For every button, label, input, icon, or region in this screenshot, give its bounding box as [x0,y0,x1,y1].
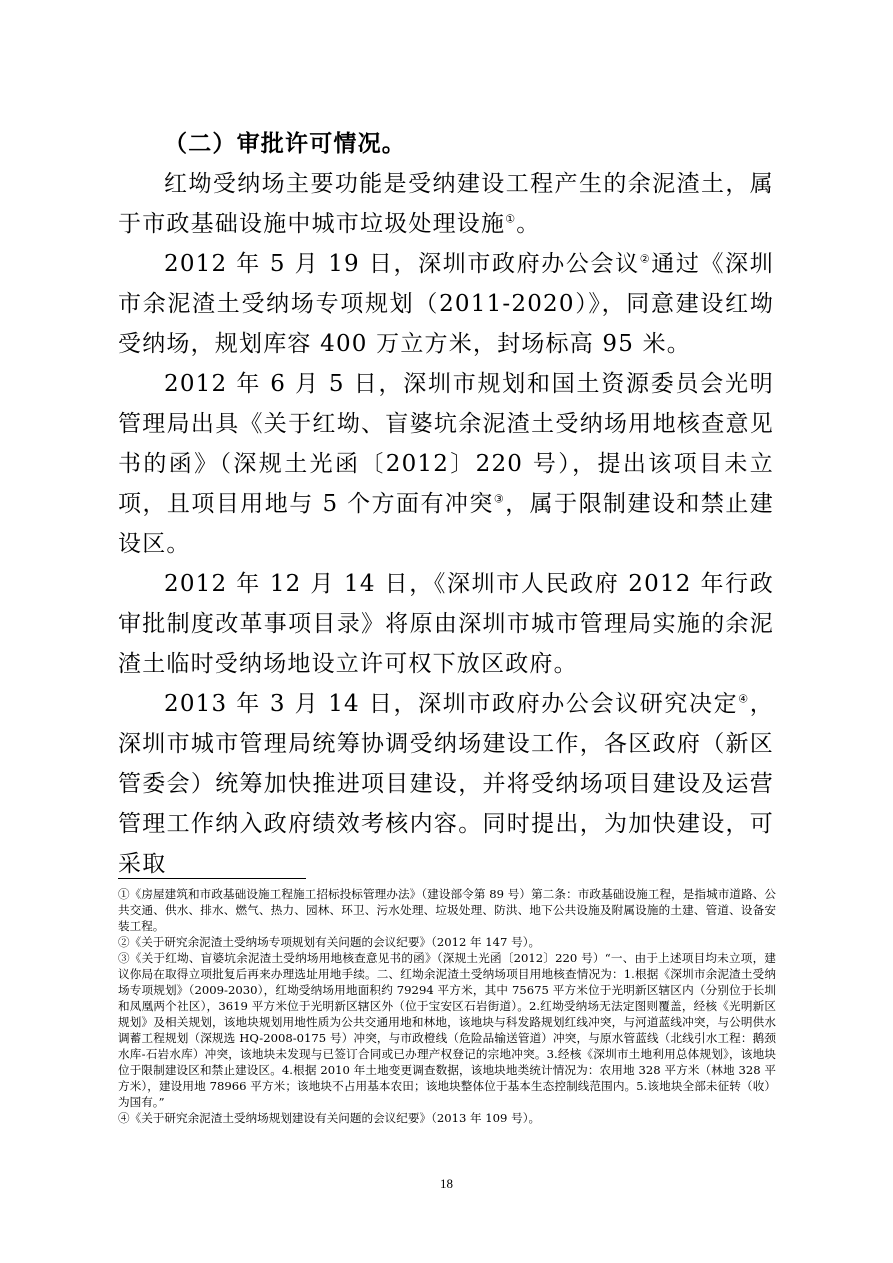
footnote-ref: ① [505,212,517,226]
paragraph-tail: 。 [516,211,541,237]
section-heading: （二）审批许可情况。 [164,130,406,157]
footnote-ref: ② [639,252,652,266]
paragraph [118,684,774,884]
footnotes [118,886,776,1126]
paragraph-text: 2012 年 5 月 19 日，深圳市政府办公会议 [164,251,640,277]
paragraph-tail: ，深圳市城市管理局统筹协调受纳场建设工作，各区政府（新区管委会）统筹加快推进项目建设，并将受纳场项目建设及运营管理工作纳入政府绩效考核内容。同时提出，为加快建设，可采取 [118,691,774,877]
paragraph-text: 红坳受纳场主要功能是受纳建设工程产生的余泥渣土，属于市政基础设施中城市垃圾处理设施 [118,171,774,237]
paragraph-text: 2012 年 6 月 5 日，深圳市规划和国土资源委员会光明管理局出具《关于红坳、盲婆坑余泥渣土受纳场用地核查意见书的函》（深规土光函〔2012〕220 号），提出该项目未立项，且项目用地与 5 个方面有冲突 [118,371,774,517]
paragraph [118,564,774,684]
paragraph [118,364,774,564]
footnote: ③《关于红坳、盲婆坑余泥渣土受纳场用地核查意见书的函》（深规土光函〔2012〕220 号）“一、由于上述项目均未立项，建议你局在取得立项批复后再来办理选址用地手续。二、红坳余泥渣土受纳场项目用地核查情况为：1.根据《深圳市余泥渣土受纳场专项规划》（2009-2030），红坳受纳场用地面积约 79294 平方米，其中 75675 平方米位于光明新区辖区内（分别位于长圳和凤凰两个社区），3619 平方米位于光明新区辖区外（位于宝安区石岩街道）。2.红坳受纳场无法定图则覆盖，经核《光明新区规划》及相关规划，该地块规划用地性质为公共交通用地和林地，该地块与科发路规划红线冲突，与河道蓝线冲突，与公明供水调蓄工程规划（深规选 HQ-2008-0175 号）冲突，与市政橙线（危险品输送管道）冲突，与原水管蓝线（北线引水工程：鹅颈水库-石岩水库）冲突，该地块未发现与已签订合同或已办理产权登记的宗地冲突。3.经核《深圳市土地利用总体规划》，该地块位于限制建设区和禁止建设区。4.根据 2010 年土地变更调查数据，该地块地类统计情况为：农用地 328 平方米（林地 328 平方米），建设用地 78966 平方米；该地块不占用基本农田；该地块整体位于基本生态控制线范围内。5.该地块全部未征转（收）为国有。” [118,951,776,1109]
footnote-ref: ④ [738,692,750,706]
footnote: ②《关于研究余泥渣土受纳场专项规划有关问题的会议纪要》（2012 年 147 号）。 [118,935,541,949]
paragraph [118,244,774,364]
footnote-ref: ③ [493,492,506,506]
footnote-divider [118,878,306,879]
paragraph [118,164,774,244]
paragraph-text: 2013 年 3 月 14 日，深圳市政府办公会议研究决定 [164,691,739,717]
paragraph-tail: 通过《深圳市余泥渣土受纳场专项规划（2011-2020）》，同意建设红坳受纳场，规划库容 400 万立方米，封场标高 95 米。 [118,251,774,357]
paragraph-text: 2012 年 12 月 14 日，《深圳市人民政府 2012 年行政审批制度改革事项目录》将原由深圳市城市管理局实施的余泥渣土临时受纳场地设立许可权下放区政府。 [118,571,774,677]
body-text [118,124,774,884]
page-number: 18 [440,1176,453,1191]
footnote: ①《房屋建筑和市政基础设施工程施工招标投标管理办法》（建设部令第 89 号）第二条：市政基础设施工程，是指城市道路、公共交通、供水、排水、燃气、热力、园林、环卫、污水处理、垃圾处理、防洪、地下公共设施及附属设施的土建、管道、设备安装工程。 [118,887,776,933]
paragraph-tail: ，属于限制建设和禁止建设区。 [118,491,775,557]
footnote: ④《关于研究余泥渣土受纳场规划建设有关问题的会议纪要》（2013 年 109 号）。 [118,1111,541,1125]
